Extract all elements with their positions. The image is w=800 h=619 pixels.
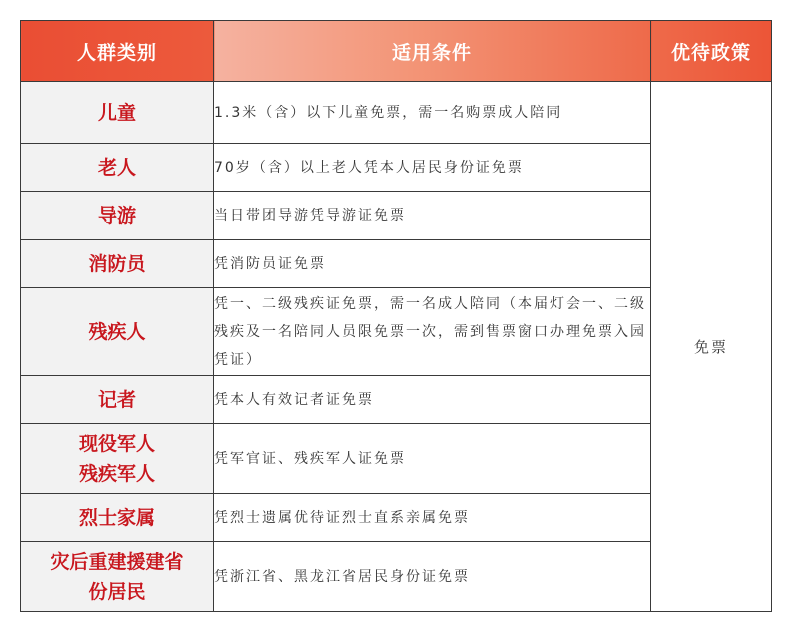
table-header-row <box>21 21 772 82</box>
category-cell <box>21 424 214 494</box>
category-label: 烈士家属 <box>78 506 155 529</box>
category-label: 残疾人 <box>88 320 146 343</box>
header-category: 人群类别 <box>21 21 214 82</box>
condition-cell: 凭浙江省、黑龙江省居民身份证免票 <box>214 542 651 612</box>
condition-cell: 凭本人有效记者证免票 <box>214 376 651 424</box>
category-cell <box>21 144 214 192</box>
category-cell <box>21 494 214 542</box>
category-label: 老人 <box>97 156 136 179</box>
category-label-line-2: 份居民 <box>88 580 146 603</box>
category-cell <box>21 288 214 376</box>
condition-cell: 凭消防员证免票 <box>214 240 651 288</box>
category-cell <box>21 82 214 144</box>
condition-cell: 70岁（含）以上老人凭本人居民身份证免票 <box>214 144 651 192</box>
category-label: 儿童 <box>97 101 136 124</box>
category-label: 导游 <box>97 204 136 227</box>
table-row <box>21 82 772 144</box>
header-condition: 适用条件 <box>214 21 651 82</box>
category-label-line-2: 残疾军人 <box>78 462 155 485</box>
condition-cell: 凭烈士遗属优待证烈士直系亲属免票 <box>214 494 651 542</box>
condition-cell: 1.3米（含）以下儿童免票，需一名购票成人陪同 <box>214 82 651 144</box>
condition-cell: 凭军官证、残疾军人证免票 <box>214 424 651 494</box>
free-ticket-policy-table <box>20 20 772 612</box>
category-label: 记者 <box>97 388 136 411</box>
category-label-line-1: 现役军人 <box>78 432 155 455</box>
category-label: 消防员 <box>88 252 146 275</box>
policy-cell: 免票 <box>651 82 772 612</box>
condition-cell: 当日带团导游凭导游证免票 <box>214 192 651 240</box>
category-cell <box>21 192 214 240</box>
header-policy: 优待政策 <box>651 21 772 82</box>
condition-cell: 凭一、二级残疾证免票，需一名成人陪同（本届灯会一、二级残疾及一名陪同人员限免票一次，需到售票窗口办理免票入园凭证） <box>214 288 651 376</box>
category-cell <box>21 542 214 612</box>
category-cell <box>21 240 214 288</box>
category-label-line-1: 灾后重建援建省 <box>50 550 184 573</box>
category-cell <box>21 376 214 424</box>
